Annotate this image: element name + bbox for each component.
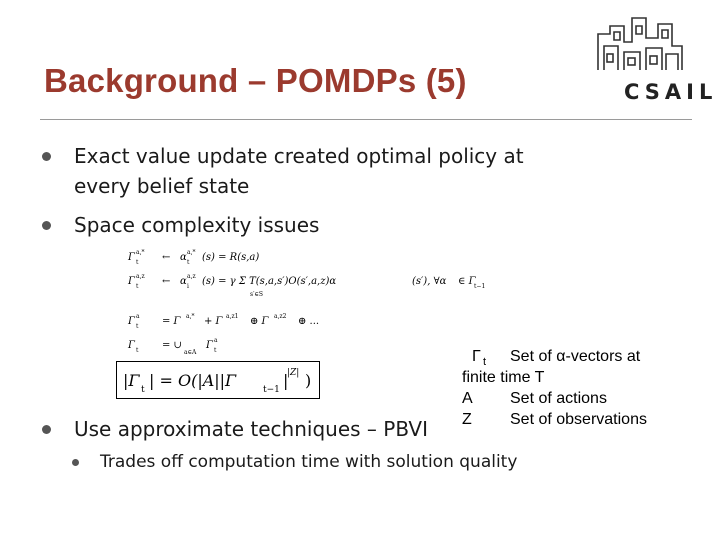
eq-r3-lhs: Γ bbox=[128, 316, 135, 327]
complexity-end: | bbox=[283, 371, 289, 390]
bullet-dot-icon bbox=[42, 425, 51, 434]
eq-r2-lhs-sub: t bbox=[136, 283, 139, 290]
legend-sym-a: A bbox=[462, 390, 473, 407]
logo-text: CSAIL bbox=[624, 80, 718, 104]
legend-finite-time: finite time T bbox=[462, 369, 545, 386]
bullet-2 bbox=[74, 210, 319, 240]
bullet-1-line-1: Exact value update created optimal policy at bbox=[74, 144, 524, 168]
bullet-2-line-1: Space complexity issues bbox=[74, 213, 320, 237]
legend-sym-gamma: Γ bbox=[472, 348, 481, 365]
legend-sym-gamma-sub: t bbox=[483, 356, 487, 368]
eq-r2-sum-sub: s′∈S bbox=[250, 291, 263, 298]
legend-desc-z: Set of observations bbox=[510, 411, 647, 428]
eq-r4-lhs: Γ bbox=[128, 340, 135, 351]
complexity-exp: |Z| bbox=[287, 368, 300, 378]
eq-r3-mid2: ⊕ Γ bbox=[250, 316, 269, 327]
eq-r1-lhs-sub: t bbox=[136, 259, 139, 266]
complexity-mid: | = O(|A||Γ bbox=[149, 371, 237, 390]
sub-bullet-text: Trades off computation time with solution quality bbox=[100, 452, 518, 472]
eq-r2-rhs-sub: i bbox=[187, 283, 189, 290]
legend-desc-gamma: Set of α-vectors at bbox=[510, 348, 641, 365]
eq-r3-sub: t bbox=[136, 323, 139, 330]
eq-r3-mid-sup: a,z1 bbox=[226, 313, 239, 320]
sub-bullet bbox=[100, 452, 517, 472]
eq-r2-arrow: ← bbox=[162, 276, 171, 287]
value-update-equations bbox=[122, 244, 522, 362]
bullet-3 bbox=[74, 414, 428, 444]
bullet-1 bbox=[74, 141, 524, 201]
sub-bullet-dot-icon bbox=[72, 459, 79, 466]
eq-r4-rhs: = ∪ bbox=[162, 340, 182, 351]
eq-r1-lhs-sup: a,* bbox=[136, 249, 145, 256]
eq-r3-mid: + Γ bbox=[204, 316, 223, 327]
title-divider bbox=[40, 119, 692, 120]
bullet-1-line-2: every belief state bbox=[74, 174, 250, 198]
eq-r2-rest: (s) = γ Σ T(s,a,s′)O(s′,a,z)α bbox=[202, 276, 337, 287]
eq-r3-rhs-sup: a,* bbox=[186, 313, 195, 320]
eq-r2-lhs-sup: a,z bbox=[136, 273, 145, 280]
eq-r1-rhs: α bbox=[180, 252, 187, 263]
complexity-lhs-sub: t bbox=[141, 385, 145, 395]
eq-r1-rhs-sub: t bbox=[187, 259, 190, 266]
eq-r4-rhs2: Γ bbox=[206, 340, 213, 351]
legend-desc-a: Set of actions bbox=[510, 390, 607, 407]
eq-r3-end: ⊕ ... bbox=[298, 316, 320, 327]
eq-r1-arrow: ← bbox=[162, 252, 171, 263]
eq-r1-rhs-sup: a,* bbox=[187, 249, 196, 256]
eq-r3-sup: a bbox=[136, 313, 140, 320]
eq-r3-rhs: = Γ bbox=[162, 316, 181, 327]
eq-r3-mid2-sup: a,z2 bbox=[274, 313, 287, 320]
eq-r1-rest: (s) = R(s,a) bbox=[202, 252, 260, 263]
eq-r4-sub: t bbox=[136, 347, 139, 354]
eq-r1-lhs: Γ bbox=[128, 252, 135, 263]
complexity-lhs: |Γ bbox=[123, 371, 140, 390]
eq-r4-rhs2-sup: a bbox=[214, 337, 218, 344]
eq-r4-rhs2-sub: t bbox=[214, 347, 217, 354]
eq-r2-tail2: ∈ Γ bbox=[458, 276, 476, 287]
eq-r2-lhs: Γ bbox=[128, 276, 135, 287]
complexity-close: ) bbox=[305, 371, 312, 390]
bullet-dot-icon bbox=[42, 152, 51, 161]
legend-sym-z: Z bbox=[462, 411, 472, 428]
slide-title: Background – POMDPs (5) bbox=[44, 62, 467, 99]
eq-r2-tail2-sub: t−1 bbox=[474, 283, 486, 290]
eq-r2-rhs: α bbox=[180, 276, 187, 287]
bullet-3-line-1: Use approximate techniques – PBVI bbox=[74, 417, 429, 441]
complexity-mid-sub: t−1 bbox=[263, 385, 280, 395]
eq-r2-tail: (s′), ∀α bbox=[412, 276, 447, 287]
eq-r4-rhs-sub: a∈A bbox=[184, 349, 197, 356]
bullet-dot-icon bbox=[42, 221, 51, 230]
space-complexity-equation bbox=[116, 361, 320, 399]
eq-r2-rhs-sup: a,z bbox=[187, 273, 196, 280]
